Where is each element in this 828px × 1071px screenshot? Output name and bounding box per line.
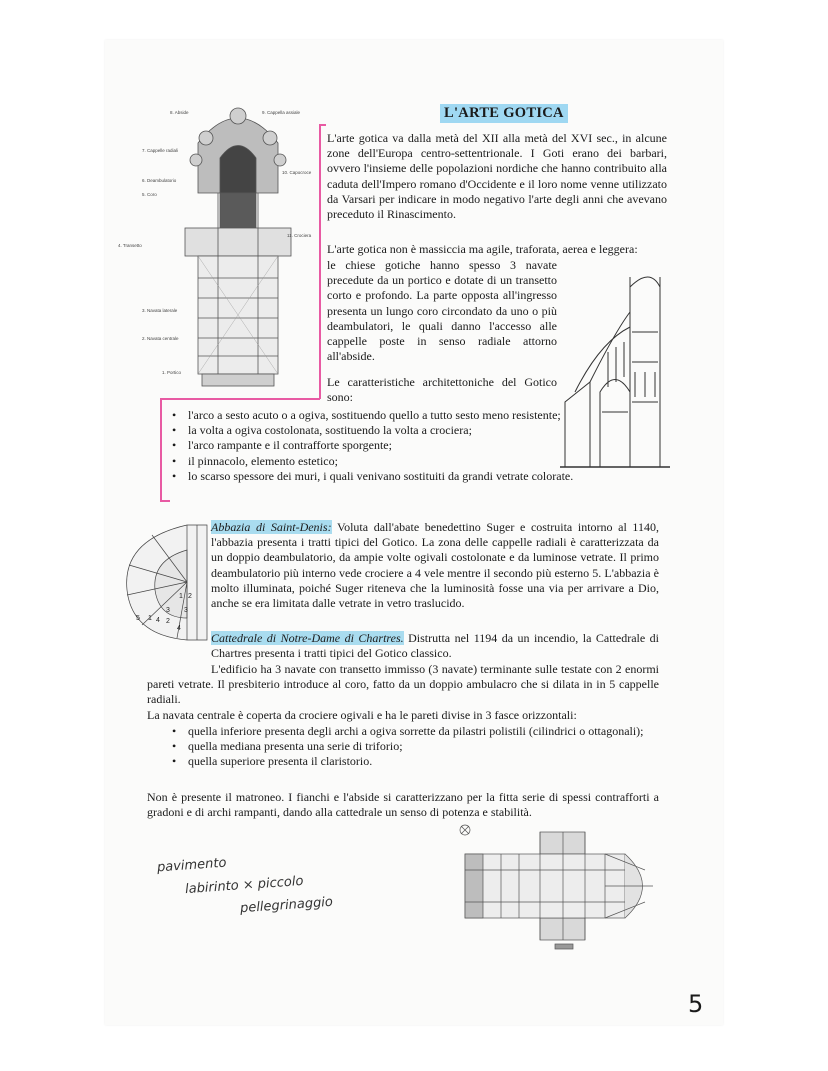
- chartres-svg: [455, 820, 663, 950]
- gothic-church-plan: [118, 98, 325, 388]
- plan-label-cappelle-radiali: 7. Cappelle radiali: [142, 148, 179, 153]
- list-item: • quella inferiore presenta degli archi a ogiva sorrette da pilastri polistili (cilindrici o ottagonali);: [170, 724, 660, 739]
- vault-number: 2: [166, 618, 170, 625]
- list-item: • lo scarso spessore dei muri, i quali venivano sostituiti da grandi vetrate colorate.: [170, 469, 590, 484]
- highlight-frame-left: [160, 398, 162, 502]
- vault-number: 1: [179, 593, 183, 600]
- handwritten-note-3: pellegrinaggio: [239, 894, 334, 917]
- vault-number: 3: [184, 607, 188, 614]
- vault-number: 1: [148, 615, 152, 622]
- vault-number: 5: [136, 615, 140, 622]
- vault-number: 4: [177, 625, 181, 632]
- highlight-frame-mid: [160, 398, 320, 400]
- plan-label-coro: 5. Coro: [142, 192, 157, 197]
- chartres-text2: L'edificio ha 3 navate con transetto immisso (3 navate) terminante sulle testate con 2 enormi pareti vetrate. Il presbiterio introduce al coro, fatto da un doppio ambulacro che si dilata in in 5 cappelle radiali.: [147, 662, 659, 707]
- saint-denis-paragraph: [211, 520, 659, 611]
- plan-label-deambulatorio: 6. Deambulatorio: [142, 178, 177, 183]
- page-title: L'ARTE GOTICA: [440, 104, 568, 123]
- intro-paragraph: L'arte gotica va dalla metà del XII alla metà del XVI sec., in alcune zone dell'Europa centro-settentrionale. I Goti erano dei barbari, ovvero l'insieme delle popolazioni nordiche che hanno contribuito alla caduta dell'Impero romano d'Occidente e il loro nome venne utilizzato da Varsari per indicare in modo negativo l'arte degli anni che avevano preceduto il Rinascimento.: [327, 131, 667, 222]
- light-sentence: L'arte gotica non è massiccia ma agile, traforata, aerea e leggera:: [327, 242, 638, 256]
- plan-label-abside: 8. Abside: [170, 110, 189, 115]
- highlight-frame-right: [319, 124, 321, 399]
- chartres-text1: Distrutta nel 1194 da un incendio, la Cattedrale di Chartres presenta i tratti tipici del Gotico classico.: [211, 631, 659, 661]
- handwritten-note-2: labirinto × piccolo: [184, 873, 304, 898]
- list-item: • quella mediana presenta una serie di triforio;: [170, 739, 660, 754]
- chartres-heading: Cattedrale di Notre-Dame di Chartres.: [211, 631, 404, 645]
- plan-label-crociera: 11. Crociera: [287, 233, 312, 238]
- plan-drawing: [140, 98, 325, 388]
- saint-denis-heading: Abbazia di Saint-Denis:: [211, 520, 332, 534]
- plan-label-cappella-assiale: 9. Cappella assiale: [262, 110, 301, 115]
- highlight-frame-bottom: [160, 500, 170, 502]
- plan-label-transetto: 4. Transetto: [118, 243, 142, 248]
- chartres-text4: Non è presente il matroneo. I fianchi e l'abside si caratterizzano per la fitta serie di spessi contrafforti a gradoni e di archi rampanti, dando alla cattedrale un senso di potenza e stabilità.: [147, 790, 659, 820]
- list-item: • l'arco a sesto acuto o a ogiva, sostituendo quello a tutto sesto meno resistente;: [170, 408, 590, 423]
- chartres-bands-list: [170, 724, 660, 770]
- churches-paragraph: le chiese gotiche hanno spesso 3 navate precedute da un portico e dotate di un transetto corto e profondo. La parte opposta all'ingresso presenta un lungo coro circondato da uno o più deambulatori, le quali danno l'accesso alle cappelle poste in senso radiale attorno all'abside.: [327, 258, 557, 364]
- plan-label-portico: 1. Portico: [162, 370, 182, 375]
- saint-denis-plan: [117, 520, 212, 645]
- chartres-text3: La navata centrale è coperta da crociere ogivali e ha le pareti divise in 3 fasce orizzontali:: [147, 708, 577, 722]
- plan-label-navata-centrale: 2. Navata centrale: [142, 336, 179, 341]
- vault-number: 2: [188, 593, 192, 600]
- saint-denis-text: Voluta dall'abate benedettino Suger e costruita intorno al 1140, l'abbazia presenta i tratti tipici del Gotico. La zona delle cappelle radiali è caratterizzata da un doppio deambulatorio, da ampie volte ogivali costolonate e da luminose vetrate. Il primo deambulatorio più interno vede crociere a 4 vele mentre il secondo più esterno 5. L'abbazia è molto illuminata, poiché Suger riteneva che la luminosità fosse una via per arrivare a Dio, anche se era limitata dalle vetrate in vetro traslucido.: [211, 520, 659, 611]
- list-item: • la volta a ogiva costolonata, sostituendo la volta a crociera;: [170, 423, 590, 438]
- plan-label-navata-laterale: 3. Navata laterale: [142, 308, 178, 313]
- features-intro: Le caratteristiche architettoniche del Gotico sono:: [327, 375, 557, 405]
- chartres-intro: [211, 631, 659, 661]
- page-number: 5: [688, 990, 704, 1018]
- list-item: • quella superiore presenta il claristorio.: [170, 754, 660, 769]
- vault-number: 3: [166, 607, 170, 614]
- features-list: [170, 408, 590, 484]
- handwritten-note-1: pavimento: [156, 855, 227, 876]
- plan-label-capocroce: 10. Capocroce: [282, 170, 312, 175]
- list-item: • il pinnacolo, elemento estetico;: [170, 454, 590, 469]
- vault-number: 4: [156, 617, 160, 624]
- chartres-plan: [455, 820, 663, 950]
- list-item: • l'arco rampante e il contrafforte sporgente;: [170, 438, 590, 453]
- saint-denis-svg: [117, 520, 212, 645]
